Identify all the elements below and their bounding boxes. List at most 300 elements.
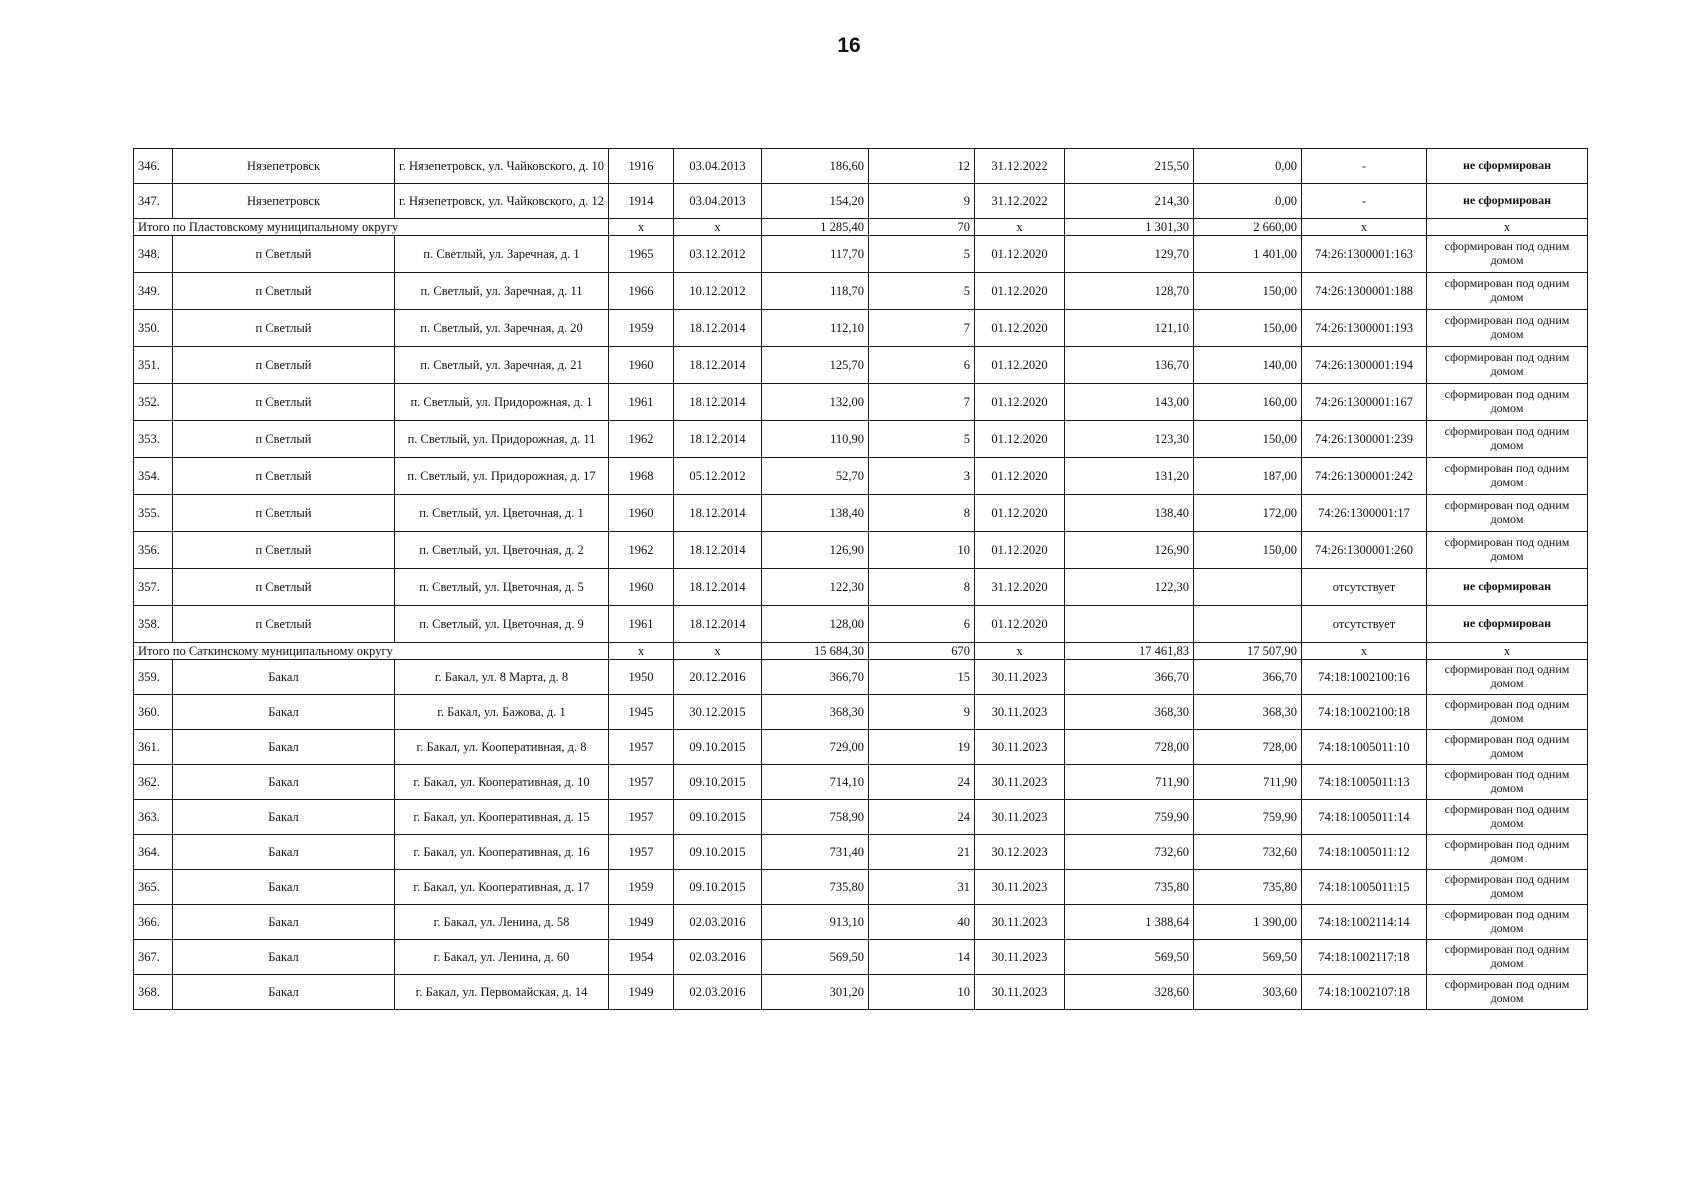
status-cell: сформирован под одним домом [1427, 347, 1588, 384]
area-cell: 138,40 [762, 495, 869, 532]
address-cell: г. Бакал, ул. Кооперативная, д. 15 [395, 800, 609, 835]
area2-cell: 138,40 [1065, 495, 1194, 532]
row-number: 362. [134, 765, 173, 800]
area2-cell: 126,90 [1065, 532, 1194, 569]
locality-cell: Нязепетровск [173, 149, 395, 184]
year-cell: 1945 [609, 695, 674, 730]
count-cell: 8 [869, 569, 975, 606]
area-cell: 125,70 [762, 347, 869, 384]
locality-cell: Бакал [173, 765, 395, 800]
table-row [134, 236, 1588, 273]
locality-cell: Бакал [173, 940, 395, 975]
table-row [134, 800, 1588, 835]
land-area-cell: 368,30 [1194, 695, 1302, 730]
status-cell: не сформирован [1427, 569, 1588, 606]
deadline-cell: 31.12.2022 [975, 149, 1065, 184]
land-area-cell [1194, 569, 1302, 606]
date-cell: 09.10.2015 [674, 765, 762, 800]
year-cell: 1949 [609, 905, 674, 940]
address-cell: п. Светлый, ул. Придорожная, д. 17 [395, 458, 609, 495]
table-row [134, 495, 1588, 532]
cadastral-cell: 74:18:1002107:18 [1302, 975, 1427, 1010]
year-cell: 1950 [609, 660, 674, 695]
area2-cell: 735,80 [1065, 870, 1194, 905]
locality-cell: п Светлый [173, 606, 395, 643]
date-cell: 18.12.2014 [674, 569, 762, 606]
year-cell: 1965 [609, 236, 674, 273]
status-cell: сформирован под одним домом [1427, 765, 1588, 800]
deadline-cell: 01.12.2020 [975, 384, 1065, 421]
year-cell: 1957 [609, 765, 674, 800]
area2-cell: 122,30 [1065, 569, 1194, 606]
area-cell: 913,10 [762, 905, 869, 940]
date-cell: 02.03.2016 [674, 975, 762, 1010]
subtotal-row [134, 643, 1588, 660]
table-row [134, 184, 1588, 219]
table-row [134, 730, 1588, 765]
count-cell: 5 [869, 421, 975, 458]
date-cell: 20.12.2016 [674, 660, 762, 695]
date-cell: 18.12.2014 [674, 532, 762, 569]
deadline-cell: 30.11.2023 [975, 800, 1065, 835]
area2-cell: 215,50 [1065, 149, 1194, 184]
locality-cell: Нязепетровск [173, 184, 395, 219]
year-cell: 1914 [609, 184, 674, 219]
status-cell: сформирован под одним домом [1427, 273, 1588, 310]
address-cell: п. Светлый, ул. Заречная, д. 21 [395, 347, 609, 384]
land-area-cell: 0,00 [1194, 184, 1302, 219]
count-cell: 6 [869, 347, 975, 384]
deadline-cell: 30.11.2023 [975, 660, 1065, 695]
subtotal-area2: 17 461,83 [1065, 643, 1194, 660]
row-number: 361. [134, 730, 173, 765]
subtotal-year: х [609, 219, 674, 236]
cadastral-cell: отсутствует [1302, 569, 1427, 606]
locality-cell: п Светлый [173, 495, 395, 532]
count-cell: 15 [869, 660, 975, 695]
subtotal-area: 15 684,30 [762, 643, 869, 660]
table-row [134, 273, 1588, 310]
date-cell: 18.12.2014 [674, 421, 762, 458]
cadastral-cell: 74:18:1002100:16 [1302, 660, 1427, 695]
row-number: 359. [134, 660, 173, 695]
row-number: 348. [134, 236, 173, 273]
table-row [134, 765, 1588, 800]
date-cell: 03.12.2012 [674, 236, 762, 273]
count-cell: 5 [869, 273, 975, 310]
locality-cell: п Светлый [173, 421, 395, 458]
cadastral-cell: отсутствует [1302, 606, 1427, 643]
deadline-cell: 01.12.2020 [975, 495, 1065, 532]
deadline-cell: 30.11.2023 [975, 905, 1065, 940]
locality-cell: п Светлый [173, 273, 395, 310]
locality-cell: Бакал [173, 905, 395, 940]
row-number: 351. [134, 347, 173, 384]
status-cell: сформирован под одним домом [1427, 660, 1588, 695]
status-cell: сформирован под одним домом [1427, 310, 1588, 347]
land-area-cell: 140,00 [1194, 347, 1302, 384]
area2-cell: 1 388,64 [1065, 905, 1194, 940]
row-number: 360. [134, 695, 173, 730]
date-cell: 02.03.2016 [674, 905, 762, 940]
address-cell: п. Светлый, ул. Цветочная, д. 2 [395, 532, 609, 569]
subtotal-status: х [1427, 643, 1588, 660]
date-cell: 03.04.2013 [674, 149, 762, 184]
land-area-cell: 303,60 [1194, 975, 1302, 1010]
area-cell: 731,40 [762, 835, 869, 870]
date-cell: 02.03.2016 [674, 940, 762, 975]
status-cell: не сформирован [1427, 184, 1588, 219]
table-row [134, 458, 1588, 495]
subtotal-date: х [674, 643, 762, 660]
table-row [134, 384, 1588, 421]
status-cell: сформирован под одним домом [1427, 384, 1588, 421]
address-cell: г. Бакал, ул. 8 Марта, д. 8 [395, 660, 609, 695]
address-cell: п. Светлый, ул. Заречная, д. 1 [395, 236, 609, 273]
area2-cell: 711,90 [1065, 765, 1194, 800]
cadastral-cell: 74:18:1005011:14 [1302, 800, 1427, 835]
cadastral-cell: 74:18:1005011:10 [1302, 730, 1427, 765]
locality-cell: Бакал [173, 835, 395, 870]
land-area-cell: 187,00 [1194, 458, 1302, 495]
land-area-cell: 1 390,00 [1194, 905, 1302, 940]
row-number: 355. [134, 495, 173, 532]
locality-cell: Бакал [173, 800, 395, 835]
area-cell: 729,00 [762, 730, 869, 765]
count-cell: 7 [869, 310, 975, 347]
subtotal-year: х [609, 643, 674, 660]
land-area-cell: 569,50 [1194, 940, 1302, 975]
area-cell: 118,70 [762, 273, 869, 310]
year-cell: 1960 [609, 569, 674, 606]
area-cell: 714,10 [762, 765, 869, 800]
subtotal-deadline: х [975, 643, 1065, 660]
address-cell: г. Бакал, ул. Кооперативная, д. 10 [395, 765, 609, 800]
row-number: 365. [134, 870, 173, 905]
row-number: 349. [134, 273, 173, 310]
status-cell: сформирован под одним домом [1427, 236, 1588, 273]
area-cell: 154,20 [762, 184, 869, 219]
table-row [134, 695, 1588, 730]
cadastral-cell: - [1302, 149, 1427, 184]
deadline-cell: 30.11.2023 [975, 730, 1065, 765]
deadline-cell: 01.12.2020 [975, 458, 1065, 495]
deadline-cell: 01.12.2020 [975, 421, 1065, 458]
status-cell: не сформирован [1427, 606, 1588, 643]
year-cell: 1949 [609, 975, 674, 1010]
area-cell: 122,30 [762, 569, 869, 606]
year-cell: 1959 [609, 870, 674, 905]
status-cell: сформирован под одним домом [1427, 532, 1588, 569]
deadline-cell: 30.11.2023 [975, 695, 1065, 730]
deadline-cell: 30.11.2023 [975, 940, 1065, 975]
subtotal-count: 70 [869, 219, 975, 236]
status-cell: сформирован под одним домом [1427, 695, 1588, 730]
area2-cell: 131,20 [1065, 458, 1194, 495]
count-cell: 7 [869, 384, 975, 421]
subtotal-status: х [1427, 219, 1588, 236]
status-cell: сформирован под одним домом [1427, 905, 1588, 940]
land-area-cell: 728,00 [1194, 730, 1302, 765]
area2-cell: 569,50 [1065, 940, 1194, 975]
area2-cell: 328,60 [1065, 975, 1194, 1010]
land-area-cell [1194, 606, 1302, 643]
row-number: 350. [134, 310, 173, 347]
subtotal-date: х [674, 219, 762, 236]
deadline-cell: 01.12.2020 [975, 236, 1065, 273]
area-cell: 112,10 [762, 310, 869, 347]
year-cell: 1957 [609, 835, 674, 870]
count-cell: 12 [869, 149, 975, 184]
subtotal-count: 670 [869, 643, 975, 660]
date-cell: 09.10.2015 [674, 800, 762, 835]
locality-cell: Бакал [173, 870, 395, 905]
area-cell: 569,50 [762, 940, 869, 975]
row-number: 352. [134, 384, 173, 421]
row-number: 366. [134, 905, 173, 940]
year-cell: 1961 [609, 606, 674, 643]
row-number: 357. [134, 569, 173, 606]
count-cell: 3 [869, 458, 975, 495]
deadline-cell: 31.12.2020 [975, 569, 1065, 606]
address-cell: г. Бакал, ул. Кооперативная, д. 8 [395, 730, 609, 765]
count-cell: 10 [869, 532, 975, 569]
locality-cell: п Светлый [173, 347, 395, 384]
row-number: 347. [134, 184, 173, 219]
locality-cell: п Светлый [173, 236, 395, 273]
land-area-cell: 711,90 [1194, 765, 1302, 800]
date-cell: 18.12.2014 [674, 606, 762, 643]
status-cell: сформирован под одним домом [1427, 870, 1588, 905]
address-cell: г. Бакал, ул. Ленина, д. 60 [395, 940, 609, 975]
row-number: 354. [134, 458, 173, 495]
address-cell: п. Светлый, ул. Цветочная, д. 1 [395, 495, 609, 532]
area2-cell: 368,30 [1065, 695, 1194, 730]
count-cell: 10 [869, 975, 975, 1010]
year-cell: 1962 [609, 532, 674, 569]
table-row [134, 940, 1588, 975]
area-cell: 368,30 [762, 695, 869, 730]
cadastral-cell: 74:26:1300001:194 [1302, 347, 1427, 384]
deadline-cell: 01.12.2020 [975, 273, 1065, 310]
cadastral-cell: 74:18:1002117:18 [1302, 940, 1427, 975]
row-number: 363. [134, 800, 173, 835]
cadastral-cell: 74:26:1300001:163 [1302, 236, 1427, 273]
table-row [134, 347, 1588, 384]
cadastral-cell: 74:26:1300001:239 [1302, 421, 1427, 458]
cadastral-cell: 74:26:1300001:167 [1302, 384, 1427, 421]
cadastral-cell: 74:18:1002114:14 [1302, 905, 1427, 940]
year-cell: 1957 [609, 730, 674, 765]
date-cell: 18.12.2014 [674, 384, 762, 421]
address-cell: г. Нязепетровск, ул. Чайковского, д. 10 [395, 149, 609, 184]
deadline-cell: 01.12.2020 [975, 310, 1065, 347]
cadastral-cell: 74:26:1300001:188 [1302, 273, 1427, 310]
year-cell: 1916 [609, 149, 674, 184]
land-area-cell: 150,00 [1194, 421, 1302, 458]
address-cell: г. Нязепетровск, ул. Чайковского, д. 12 [395, 184, 609, 219]
land-area-cell: 150,00 [1194, 310, 1302, 347]
status-cell: сформирован под одним домом [1427, 975, 1588, 1010]
row-number: 358. [134, 606, 173, 643]
deadline-cell: 01.12.2020 [975, 606, 1065, 643]
count-cell: 19 [869, 730, 975, 765]
subtotal-label: Итого по Саткинскому муниципальному округу [134, 643, 609, 660]
year-cell: 1959 [609, 310, 674, 347]
count-cell: 5 [869, 236, 975, 273]
land-area-cell: 759,90 [1194, 800, 1302, 835]
area2-cell: 728,00 [1065, 730, 1194, 765]
locality-cell: п Светлый [173, 532, 395, 569]
deadline-cell: 01.12.2020 [975, 532, 1065, 569]
address-cell: г. Бакал, ул. Кооперативная, д. 16 [395, 835, 609, 870]
cadastral-cell: 74:26:1300001:193 [1302, 310, 1427, 347]
housing-registry-table [133, 148, 1588, 1010]
table-row [134, 569, 1588, 606]
subtotal-cadastral: х [1302, 219, 1427, 236]
area2-cell: 123,30 [1065, 421, 1194, 458]
count-cell: 40 [869, 905, 975, 940]
land-area-cell: 160,00 [1194, 384, 1302, 421]
cadastral-cell: 74:18:1005011:13 [1302, 765, 1427, 800]
table-row [134, 606, 1588, 643]
count-cell: 21 [869, 835, 975, 870]
table-row [134, 310, 1588, 347]
cadastral-cell: 74:18:1005011:15 [1302, 870, 1427, 905]
subtotal-area: 1 285,40 [762, 219, 869, 236]
locality-cell: Бакал [173, 660, 395, 695]
row-number: 368. [134, 975, 173, 1010]
date-cell: 03.04.2013 [674, 184, 762, 219]
table-row [134, 660, 1588, 695]
deadline-cell: 30.11.2023 [975, 765, 1065, 800]
year-cell: 1962 [609, 421, 674, 458]
subtotal-cadastral: х [1302, 643, 1427, 660]
area2-cell: 121,10 [1065, 310, 1194, 347]
area2-cell: 214,30 [1065, 184, 1194, 219]
address-cell: п. Светлый, ул. Заречная, д. 11 [395, 273, 609, 310]
date-cell: 18.12.2014 [674, 310, 762, 347]
area-cell: 126,90 [762, 532, 869, 569]
year-cell: 1960 [609, 495, 674, 532]
area-cell: 110,90 [762, 421, 869, 458]
area-cell: 117,70 [762, 236, 869, 273]
date-cell: 09.10.2015 [674, 870, 762, 905]
subtotal-deadline: х [975, 219, 1065, 236]
table-row [134, 975, 1588, 1010]
deadline-cell: 30.11.2023 [975, 870, 1065, 905]
date-cell: 18.12.2014 [674, 347, 762, 384]
land-area-cell: 735,80 [1194, 870, 1302, 905]
count-cell: 6 [869, 606, 975, 643]
address-cell: г. Бакал, ул. Первомайская, д. 14 [395, 975, 609, 1010]
address-cell: г. Бакал, ул. Кооперативная, д. 17 [395, 870, 609, 905]
area2-cell [1065, 606, 1194, 643]
row-number: 346. [134, 149, 173, 184]
locality-cell: Бакал [173, 730, 395, 765]
date-cell: 10.12.2012 [674, 273, 762, 310]
cadastral-cell: - [1302, 184, 1427, 219]
area-cell: 128,00 [762, 606, 869, 643]
status-cell: сформирован под одним домом [1427, 495, 1588, 532]
row-number: 367. [134, 940, 173, 975]
subtotal-label: Итого по Пластовскому муниципальному округу [134, 219, 609, 236]
date-cell: 18.12.2014 [674, 495, 762, 532]
address-cell: п. Светлый, ул. Заречная, д. 20 [395, 310, 609, 347]
table-row [134, 870, 1588, 905]
area2-cell: 128,70 [1065, 273, 1194, 310]
status-cell: сформирован под одним домом [1427, 421, 1588, 458]
address-cell: п. Светлый, ул. Придорожная, д. 1 [395, 384, 609, 421]
status-cell: сформирован под одним домом [1427, 835, 1588, 870]
area-cell: 735,80 [762, 870, 869, 905]
land-area-cell: 366,70 [1194, 660, 1302, 695]
count-cell: 14 [869, 940, 975, 975]
land-area-cell: 150,00 [1194, 273, 1302, 310]
year-cell: 1954 [609, 940, 674, 975]
area-cell: 366,70 [762, 660, 869, 695]
deadline-cell: 01.12.2020 [975, 347, 1065, 384]
land-area-cell: 1 401,00 [1194, 236, 1302, 273]
area2-cell: 143,00 [1065, 384, 1194, 421]
address-cell: п. Светлый, ул. Цветочная, д. 5 [395, 569, 609, 606]
address-cell: г. Бакал, ул. Бажова, д. 1 [395, 695, 609, 730]
count-cell: 24 [869, 800, 975, 835]
row-number: 353. [134, 421, 173, 458]
locality-cell: п Светлый [173, 458, 395, 495]
table-row [134, 421, 1588, 458]
subtotal-area2: 1 301,30 [1065, 219, 1194, 236]
area2-cell: 136,70 [1065, 347, 1194, 384]
year-cell: 1961 [609, 384, 674, 421]
area-cell: 52,70 [762, 458, 869, 495]
year-cell: 1966 [609, 273, 674, 310]
table-row [134, 905, 1588, 940]
land-area-cell: 0,00 [1194, 149, 1302, 184]
subtotal-land-area: 17 507,90 [1194, 643, 1302, 660]
year-cell: 1968 [609, 458, 674, 495]
address-cell: г. Бакал, ул. Ленина, д. 58 [395, 905, 609, 940]
date-cell: 05.12.2012 [674, 458, 762, 495]
locality-cell: п Светлый [173, 569, 395, 606]
area-cell: 132,00 [762, 384, 869, 421]
area-cell: 301,20 [762, 975, 869, 1010]
area2-cell: 732,60 [1065, 835, 1194, 870]
locality-cell: п Светлый [173, 384, 395, 421]
locality-cell: Бакал [173, 695, 395, 730]
count-cell: 9 [869, 184, 975, 219]
cadastral-cell: 74:26:1300001:260 [1302, 532, 1427, 569]
status-cell: сформирован под одним домом [1427, 730, 1588, 765]
cadastral-cell: 74:26:1300001:17 [1302, 495, 1427, 532]
row-number: 364. [134, 835, 173, 870]
land-area-cell: 732,60 [1194, 835, 1302, 870]
table-row [134, 835, 1588, 870]
area2-cell: 129,70 [1065, 236, 1194, 273]
count-cell: 24 [869, 765, 975, 800]
row-number: 356. [134, 532, 173, 569]
date-cell: 30.12.2015 [674, 695, 762, 730]
date-cell: 09.10.2015 [674, 730, 762, 765]
count-cell: 31 [869, 870, 975, 905]
status-cell: сформирован под одним домом [1427, 940, 1588, 975]
date-cell: 09.10.2015 [674, 835, 762, 870]
address-cell: п. Светлый, ул. Придорожная, д. 11 [395, 421, 609, 458]
page-number: 16 [837, 34, 861, 57]
cadastral-cell: 74:18:1002100:18 [1302, 695, 1427, 730]
land-area-cell: 172,00 [1194, 495, 1302, 532]
cadastral-cell: 74:18:1005011:12 [1302, 835, 1427, 870]
